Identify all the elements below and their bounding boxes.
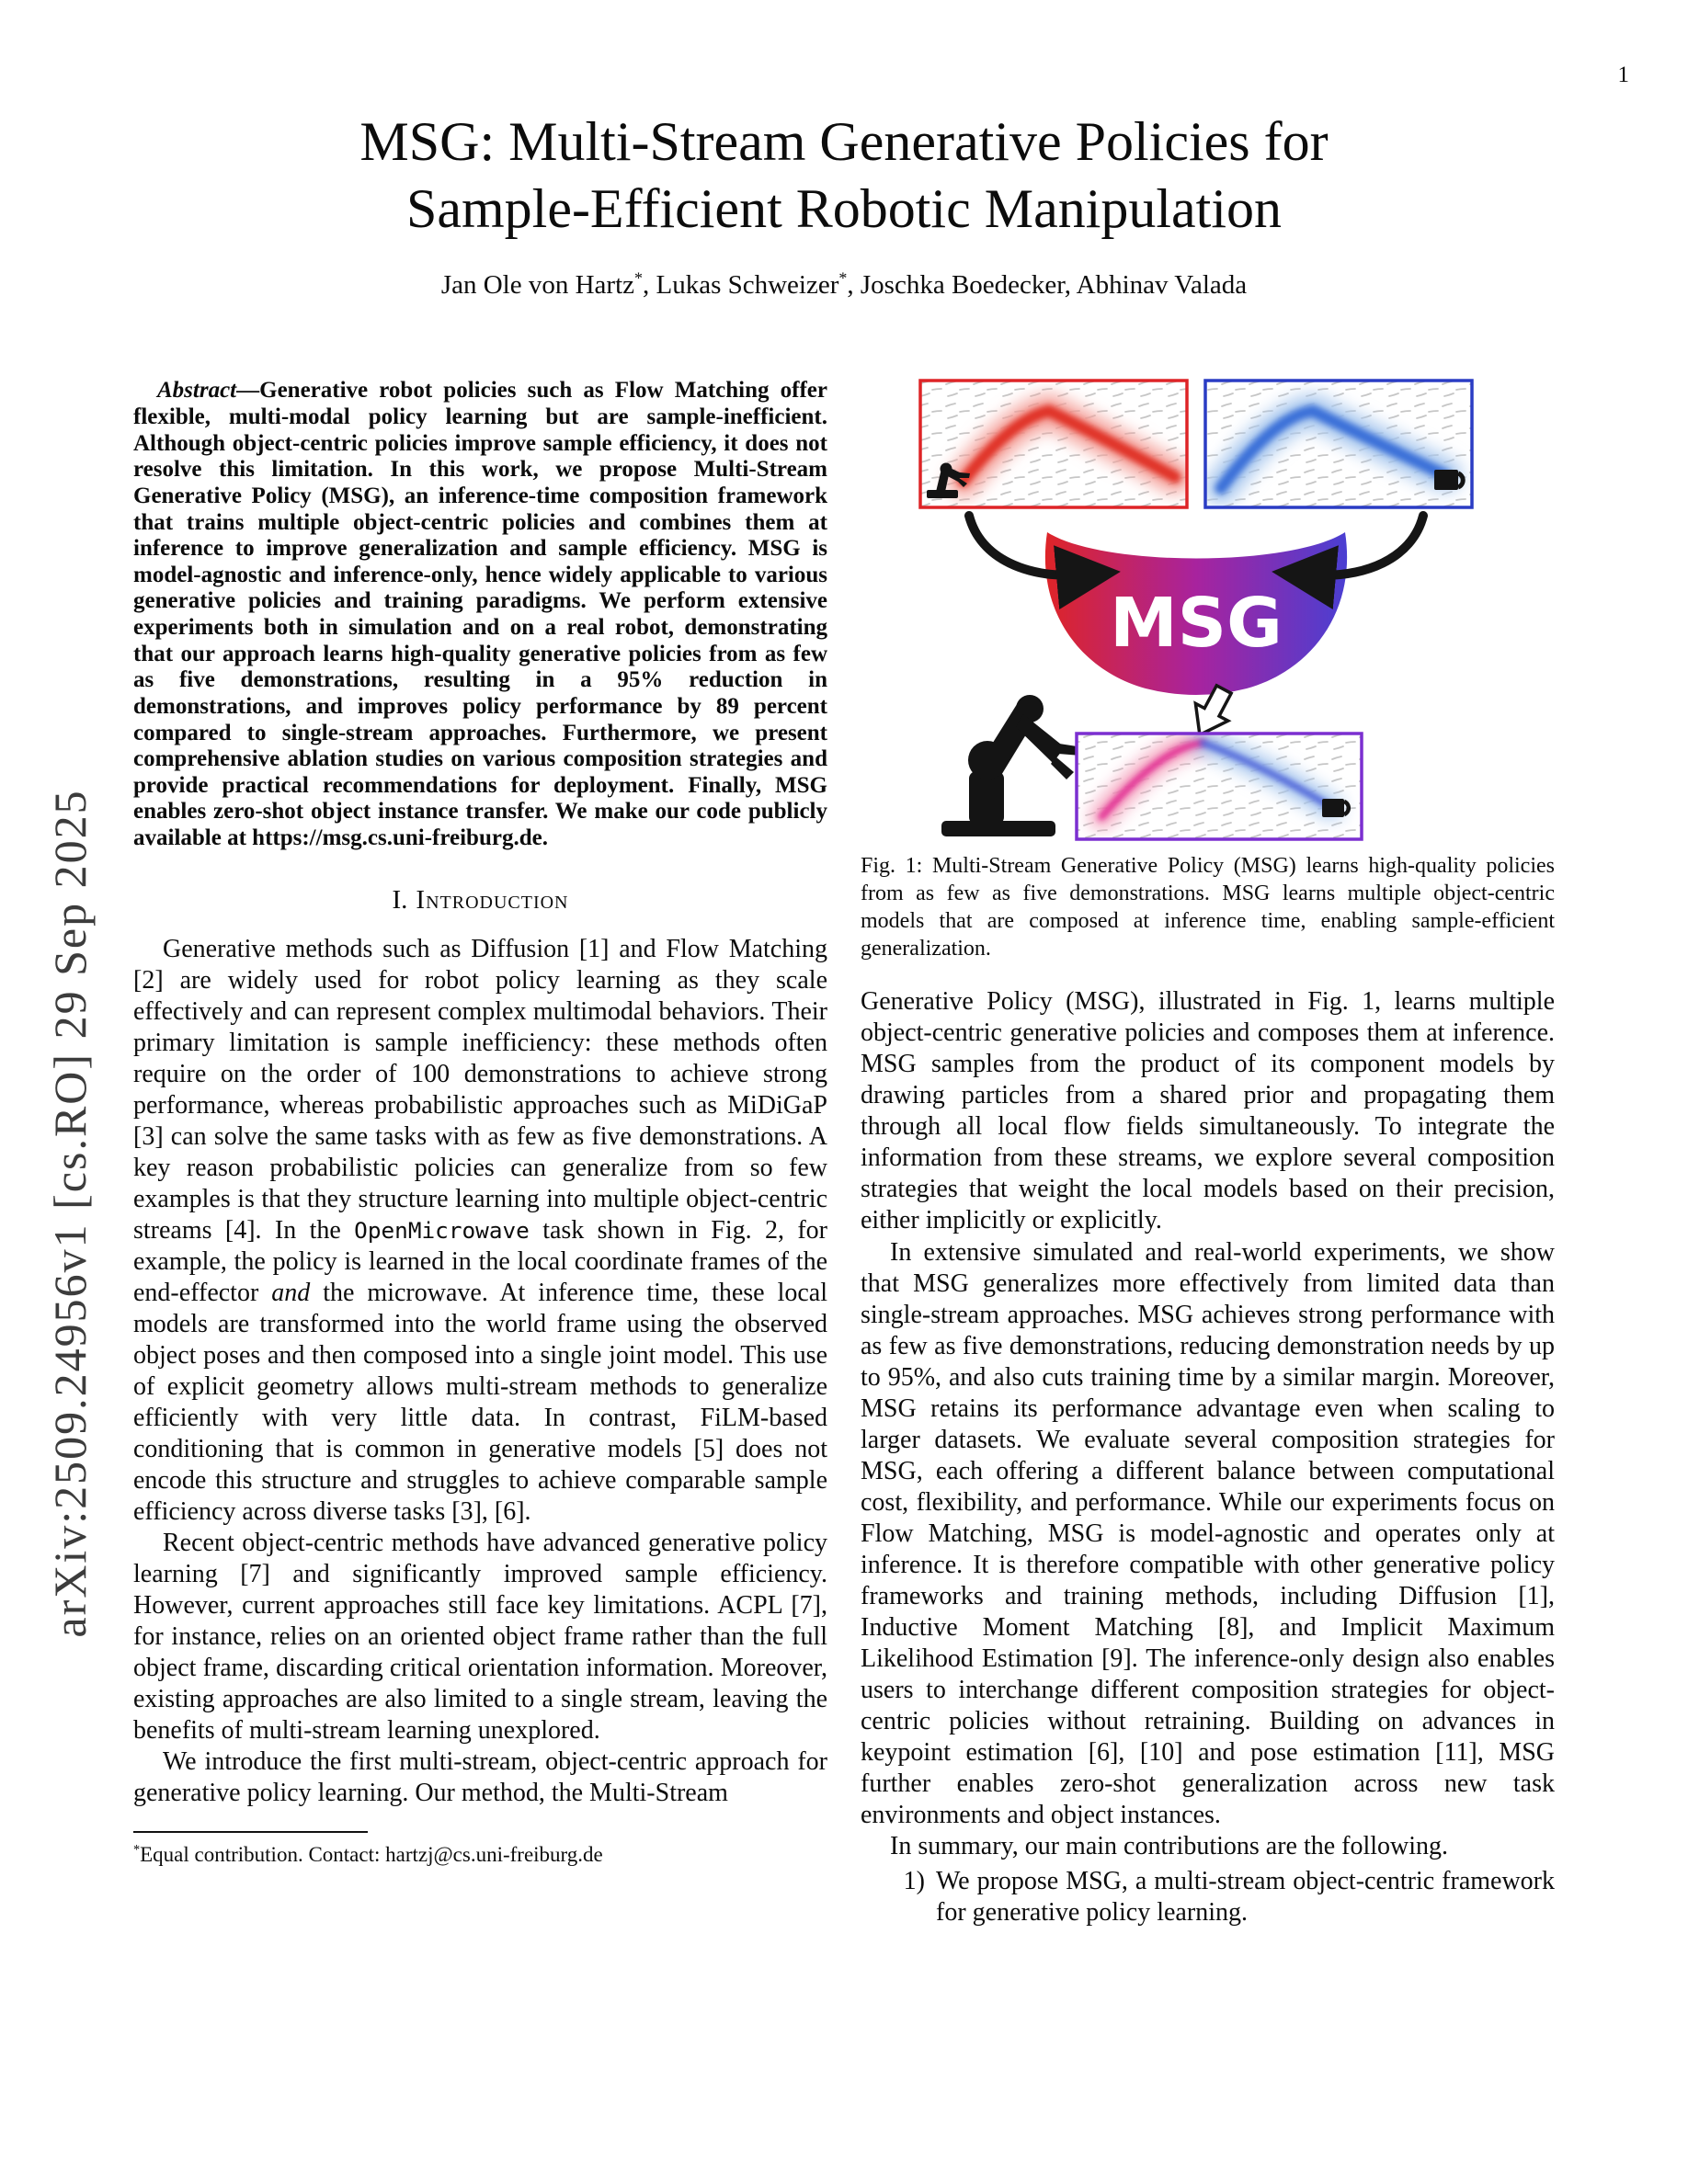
- section-title: Introduction: [416, 884, 569, 915]
- paper-header: [0, 108, 1688, 301]
- right-column: [861, 378, 1555, 1928]
- paper-title-line-2: Sample-Efficient Robotic Manipulation: [405, 178, 1283, 240]
- figure-1-graphic: [861, 378, 1555, 842]
- footnote-text: *Equal contribution. Contact: hartzj@cs.uni-freiburg.de: [133, 1842, 603, 1867]
- figure-1-caption: Fig. 1: Multi-Stream Generative Policy (MSG) learns high-quality policies from as few as five demonstrations. MSG learns multiple object-centric models that are composed at inference time, enabling sample-efficient generalization.: [861, 854, 1555, 961]
- two-column-layout: [133, 378, 1554, 1928]
- page-number: 1: [1617, 63, 1629, 87]
- msg-composition-funnel: [1045, 532, 1347, 695]
- footnote-rule: [133, 1831, 368, 1833]
- intro-paragraph-3: We introduce the first multi-stream, object-centric approach for generative policy learning. Our method, the Multi-Stream: [133, 1747, 827, 1808]
- section-number: I.: [392, 884, 408, 915]
- authors-line: Jan Ole von Hartz*, Lukas Schweizer*, Joschka Boedecker, Abhinav Valada: [440, 268, 1248, 301]
- contribution-item-1-text: We propose MSG, a multi-stream object-centric framework for generative policy learning.: [936, 1866, 1555, 1927]
- intro-paragraph-1: Generative methods such as Diffusion [1] and Flow Matching [2] are widely used for robot policy learning as they scale effectively and can represent complex multimodal behaviors. Their primary limitation is sample inefficiency: these methods often require on the order of 100 demonstrations to achieve strong performance, whereas probabilistic approaches such as MiDiGaP [3] can solve the same tasks with as few as five demonstrations. A key reason probabilistic policies can generalize from so few examples is that they structure learning into multiple object-centric streams [4]. In the OpenMicrowave task shown in Fig. 2, for example, the policy is learned in the local coordinate frames of the end-effector and the microwave. At inference time, these local models are transformed into the world frame using the observed object poses and then composed into a single joint model. This use of explicit geometry allows multi-stream methods to generalize efficiently with very little data. In contrast, FiLM-based conditioning that is common in generative models [5] does not encode this structure and struggles to achieve comparable sample efficiency across diverse tasks [3], [6].: [133, 934, 828, 1526]
- arxiv-stamp: arXiv:2509.24956v1 [cs.RO] 29 Sep 2025: [44, 789, 96, 1638]
- result-panel: [1077, 734, 1362, 839]
- paper-title-line-1: MSG: Multi-Stream Generative Policies for: [359, 111, 1329, 172]
- robot-arm-icon-large: [941, 695, 1083, 836]
- contribution-item-1-label: 1): [903, 1866, 925, 1895]
- figure-1: [861, 378, 1555, 962]
- paper-title: [165, 108, 1523, 243]
- contribution-item-1: [861, 1866, 1555, 1928]
- msg-label: MSG: [1110, 584, 1283, 664]
- section-heading-introduction: [133, 885, 827, 916]
- intro-paragraph-6: In summary, our main contributions are the following.: [890, 1831, 1449, 1860]
- intro-paragraph-4: Generative Policy (MSG), illustrated in Fig. 1, learns multiple object-centric generative policies and composes them at inference. MSG samples from the product of its component models by drawing particles from a shared prior and propagating them through all local flow fields simultaneously. To integrate the information from these streams, we explore several composition strategies that weight the local models based on their precision, either implicitly or explicitly.: [861, 987, 1555, 1235]
- demo-panel-blue: [1205, 381, 1472, 507]
- demo-panel-red: [920, 381, 1187, 507]
- intro-paragraph-2: Recent object-centric methods have advanced generative policy learning [7] and significantly improved sample efficiency. However, current approaches still face key limitations. ACPL [7], for instance, relies on an oriented object frame rather than the full object frame, discarding critical orientation information. Moreover, existing approaches are also limited to a single stream, leaving the benefits of multi-stream learning unexplored.: [133, 1528, 827, 1746]
- left-column: [133, 378, 827, 1928]
- abstract-text: Abstract—Generative robot policies such as Flow Matching offer flexible, multi-modal policy learning but are sample-inefficient. Although object-centric policies improve sample efficiency, it does not resolve this limitation. In this work, we propose Multi-Stream Generative Policy (MSG), an inference-time composition framework that trains multiple object-centric policies and combines them at inference to improve generalization and sample efficiency. MSG is model-agnostic and inference-only, hence widely applicable to various generative policies and training paradigms. We perform extensive experiments both in simulation and on a real robot, demonstrating that our approach learns high-quality generative policies from as few as five demonstrations, resulting in a 95% reduction in demonstrations, and improves policy performance by 89 percent compared to single-stream approaches. Furthermore, we present comprehensive ablation studies on various composition strategies and provide practical recommendations for deployment. Finally, MSG enables zero-shot object instance transfer. We make our code publicly available at https://msg.cs.uni-freiburg.de.: [133, 378, 827, 850]
- intro-paragraph-5: In extensive simulated and real-world experiments, we show that MSG generalizes more effectively from limited data than single-stream approaches. MSG achieves strong performance with as few as five demonstrations, reducing demonstration needs by up to 95%, and also cuts training time by a similar margin. Moreover, MSG retains its performance advantage even when scaling to larger datasets. We evaluate several composition strategies for MSG, each offering a different balance between computational cost, flexibility, and performance. While our experiments focus on Flow Matching, MSG is model-agnostic and operates only at inference. It is therefore compatible with other generative policy frameworks and training methods, including Diffusion [1], Inductive Moment Matching [8], and Implicit Maximum Likelihood Estimation [9]. The inference-only design also enables users to interchange different composition strategies for object-centric policies without retraining. Building on advances in keypoint estimation [6], [10] and pose estimation [11], MSG further enables zero-shot generalization across new task environments and object instances.: [861, 1237, 1555, 1829]
